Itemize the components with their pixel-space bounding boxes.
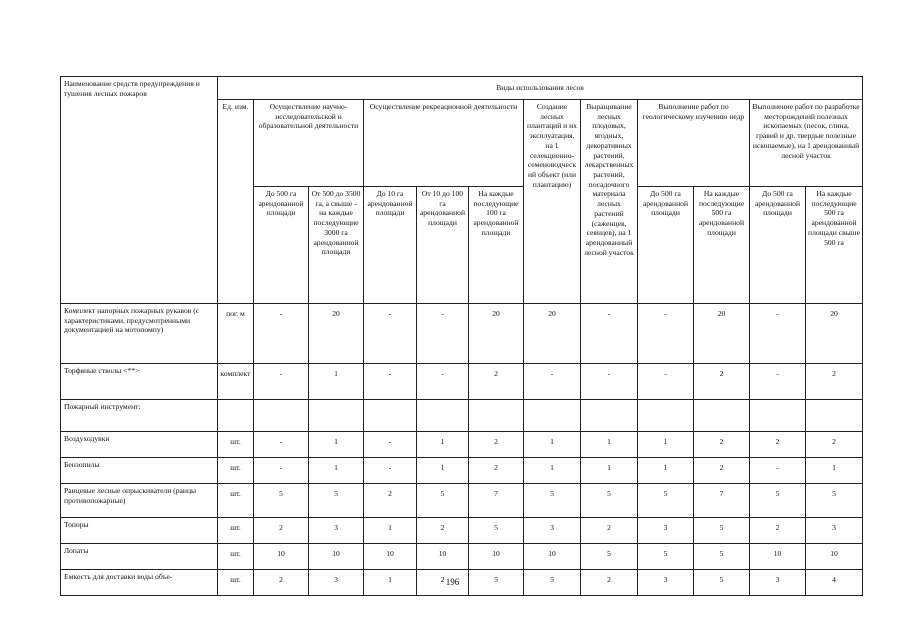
row-value: 5 — [309, 484, 364, 518]
row-value: 2 — [469, 364, 524, 400]
row-value — [524, 400, 581, 432]
row-value: 5 — [524, 570, 581, 596]
row-value: - — [581, 364, 638, 400]
row-value: - — [750, 458, 806, 484]
row-value: 2 — [254, 518, 309, 544]
fire-equipment-table — [60, 76, 863, 596]
row-value: 2 — [806, 432, 863, 458]
table-row — [61, 458, 863, 484]
row-value: - — [581, 304, 638, 364]
row-unit: комплект — [218, 364, 254, 400]
row-value — [638, 400, 694, 432]
row-value: 3 — [806, 518, 863, 544]
row-value: 5 — [806, 484, 863, 518]
row-value — [694, 400, 750, 432]
row-value: 1 — [364, 570, 417, 596]
row-value: 2 — [254, 570, 309, 596]
row-value: 5 — [638, 484, 694, 518]
row-value: 1 — [806, 458, 863, 484]
row-value: - — [254, 432, 309, 458]
row-value: 1 — [524, 458, 581, 484]
row-value: 10 — [750, 544, 806, 570]
recreation-subheader-3: На каждые последующие 100 га арендованной площади — [469, 187, 524, 304]
row-item-name: Ранцевые лесные опрыскиватели (ранцы противопожарные) — [61, 484, 218, 518]
row-value: 2 — [581, 518, 638, 544]
plantations-header: Создание лесных плантаций и их эксплуатация, на 1 селекционно-семеноводческий объект (или плантацию) — [524, 100, 581, 304]
row-value: 1 — [581, 432, 638, 458]
row-value: - — [364, 432, 417, 458]
row-value — [581, 400, 638, 432]
row-value: - — [524, 364, 581, 400]
row-value: 2 — [469, 458, 524, 484]
row-value: 5 — [417, 484, 469, 518]
row-value: 20 — [469, 304, 524, 364]
row-value: - — [254, 458, 309, 484]
table-row — [61, 518, 863, 544]
mining-subheader-2: На каждые последующие 500 га арендованной площади свыше 500 га — [806, 187, 863, 304]
row-value: 1 — [309, 432, 364, 458]
row-value — [806, 400, 863, 432]
row-value: 5 — [469, 518, 524, 544]
unit-column-header: Ед. изм. — [218, 100, 254, 304]
table-row — [61, 544, 863, 570]
row-item-name: Торфяные стволы <**> — [61, 364, 218, 400]
row-value — [364, 400, 417, 432]
row-item-name: Емкость для доставки воды объе- — [61, 570, 218, 596]
row-value: 2 — [694, 432, 750, 458]
row-unit: шт. — [218, 570, 254, 596]
row-value: 5 — [694, 518, 750, 544]
row-value: 2 — [694, 458, 750, 484]
row-value: - — [364, 458, 417, 484]
row-value: 1 — [417, 458, 469, 484]
row-value: 1 — [309, 364, 364, 400]
row-value: - — [638, 304, 694, 364]
header-row-1 — [61, 77, 863, 100]
row-value: 1 — [524, 432, 581, 458]
row-item-name: Пожарный инструмент: — [61, 400, 218, 432]
row-value: 5 — [581, 544, 638, 570]
recreation-subheader-1: До 10 га арендованной площади — [364, 187, 417, 304]
row-unit: шт. — [218, 484, 254, 518]
recreation-header: Осуществление рекреационной деятельности — [364, 100, 524, 187]
row-value: 5 — [581, 484, 638, 518]
row-value: 10 — [469, 544, 524, 570]
geology-subheader-1: До 500 га арендованной площади — [638, 187, 694, 304]
row-value: 1 — [364, 518, 417, 544]
row-value — [750, 400, 806, 432]
row-unit — [218, 400, 254, 432]
row-value: - — [750, 304, 806, 364]
geology-header: Выполнение работ по геологическому изучению недр — [638, 100, 750, 187]
row-item-name: Комплект напорных пожарных рукавов (с характеристиками, предусмотренными документацией на мотопомпу) — [61, 304, 218, 364]
recreation-subheader-2: От 10 до 100 га арендованной площади — [417, 187, 469, 304]
row-value: 2 — [806, 364, 863, 400]
row-value: 20 — [694, 304, 750, 364]
row-item-name: Топоры — [61, 518, 218, 544]
mining-header: Выполнение работ по разработке месторождений полезных ископаемых (песок, глина, гравий и др. твердые полезные ископаемые), на 1 арендованный лесной участок — [750, 100, 863, 187]
row-value: 20 — [806, 304, 863, 364]
row-value: 7 — [469, 484, 524, 518]
row-value: 1 — [417, 432, 469, 458]
row-value: - — [417, 364, 469, 400]
row-value: - — [750, 364, 806, 400]
row-value: 5 — [254, 484, 309, 518]
row-value: - — [638, 364, 694, 400]
row-value: 2 — [750, 432, 806, 458]
row-value — [254, 400, 309, 432]
table-row — [61, 400, 863, 432]
row-value: 10 — [417, 544, 469, 570]
row-value: 1 — [581, 458, 638, 484]
row-value: 2 — [581, 570, 638, 596]
row-item-name: Лопаты — [61, 544, 218, 570]
cultivation-header: Выращивание лесных плодовых, ягодных, декоративных растений, лекарственных растений, посадочного материала лесных растений (саженцев, сеянцев), на 1 арендованный лесной участок — [581, 100, 638, 304]
row-value: 2 — [469, 432, 524, 458]
row-value: 5 — [750, 484, 806, 518]
row-value: 5 — [469, 570, 524, 596]
row-value: 1 — [638, 458, 694, 484]
row-value: 10 — [364, 544, 417, 570]
research-subheader-2: От 500 до 3500 га, а свыше - на каждые последующие 3000 га арендованной площади — [309, 187, 364, 304]
row-value: 1 — [309, 458, 364, 484]
row-value: 10 — [524, 544, 581, 570]
row-unit: пог. м — [218, 304, 254, 364]
row-value: - — [254, 304, 309, 364]
measures-column-header: Наименование средств предупреждения и тушения лесных пожаров — [61, 77, 218, 304]
row-value — [309, 400, 364, 432]
row-value: - — [417, 304, 469, 364]
row-unit: шт. — [218, 432, 254, 458]
row-value: - — [364, 364, 417, 400]
row-value: - — [364, 304, 417, 364]
row-item-name: Воздуходувки — [61, 432, 218, 458]
table-row — [61, 364, 863, 400]
table-row — [61, 304, 863, 364]
row-value: 3 — [638, 518, 694, 544]
row-value: 5 — [694, 570, 750, 596]
row-value: 20 — [309, 304, 364, 364]
geology-subheader-2: На каждые последующие 500 га арендованной площади — [694, 187, 750, 304]
row-value: 10 — [806, 544, 863, 570]
page-number: 196 — [445, 577, 460, 587]
row-value: 1 — [638, 432, 694, 458]
table-row — [61, 432, 863, 458]
row-item-name: Бензопилы — [61, 458, 218, 484]
research-header: Осуществление научно-исследовательской и образовательной деятельности — [254, 100, 364, 187]
row-value: 2 — [364, 484, 417, 518]
research-subheader-1: До 500 га арендованной площади — [254, 187, 309, 304]
row-value: 7 — [694, 484, 750, 518]
row-value: 2 — [750, 518, 806, 544]
row-value: 2 — [417, 518, 469, 544]
row-value: 10 — [309, 544, 364, 570]
row-value — [417, 400, 469, 432]
row-value: 10 — [254, 544, 309, 570]
row-value: 3 — [524, 518, 581, 544]
row-value: 3 — [638, 570, 694, 596]
row-unit: шт. — [218, 544, 254, 570]
row-value — [469, 400, 524, 432]
row-value: 20 — [524, 304, 581, 364]
row-value: 3 — [309, 570, 364, 596]
row-value: 5 — [638, 544, 694, 570]
mining-subheader-1: До 500 га арендованной площади — [750, 187, 806, 304]
row-value: 2 — [694, 364, 750, 400]
row-value: 5 — [524, 484, 581, 518]
row-value: 4 — [806, 570, 863, 596]
row-value: 5 — [694, 544, 750, 570]
row-value: 3 — [309, 518, 364, 544]
row-value: 2 — [417, 570, 469, 596]
row-value: - — [254, 364, 309, 400]
row-unit: шт. — [218, 518, 254, 544]
forest-use-types-header: Виды использования лесов — [218, 77, 863, 100]
row-value: 3 — [750, 570, 806, 596]
table-row — [61, 484, 863, 518]
row-unit: шт. — [218, 458, 254, 484]
